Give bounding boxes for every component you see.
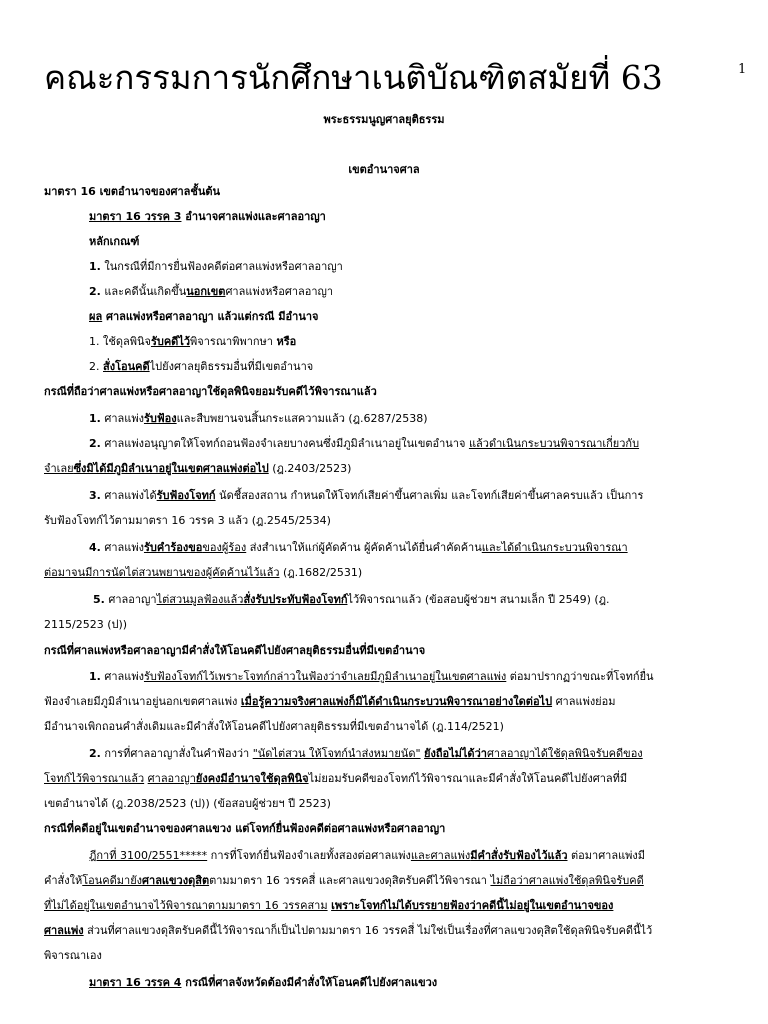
text-run: 2. — [89, 285, 101, 298]
text-run: ศาลแพ่ง — [100, 412, 144, 425]
section-heading: เขตอำนาจศาล — [348, 163, 420, 176]
body-line — [44, 462, 351, 476]
body-line — [44, 695, 616, 709]
body-line — [89, 747, 643, 761]
body-line — [89, 976, 437, 990]
text-run: 2. — [89, 747, 101, 760]
text-run: มีคำสั่งรับฟ้องไว้แล้ว — [470, 849, 568, 862]
text-run: ศาลแพ่งหรือศาลอาญา — [225, 285, 334, 298]
text-run: ศาลแพ่ง — [100, 541, 144, 554]
body-line — [44, 924, 652, 938]
text-run: โจทก์ไว้พิจารณาแล้ว — [44, 772, 145, 785]
body-line — [93, 593, 610, 607]
text-run: 1. — [89, 670, 101, 683]
body-line — [44, 797, 331, 811]
document-subtitle: พระธรรมนูญศาลยุติธรรม — [323, 113, 445, 126]
body-line — [44, 822, 445, 836]
text-run: พิจารณาเอง — [44, 949, 102, 962]
text-run: และสืบพยานจนสิ้นกระแสความแล้ว (ฎ.6287/2538) — [176, 412, 428, 425]
text-run: และศาลแพ่ง — [410, 849, 471, 862]
text-run: เมื่อรู้ความจริงศาลแพ่งก็มิได้ดำเนินกระบวนพิจารณาอย่างใดต่อไป — [240, 695, 553, 708]
text-run: มาตรา 16 เขตอำนาจของศาลชั้นต้น — [44, 185, 221, 198]
text-run: ศาลแพ่งได้ — [100, 489, 157, 502]
text-run: ต่อมาจนมีการนัดไต่สวนพยานของผู้คัดค้านไว้แล้ว — [44, 566, 280, 579]
text-run: ศาลแพ่งอนุญาตให้โจทก์ถอนฟ้องจำเลยบางคนซึ่งมีภูมิลำเนาอยู่ในเขตอำนาจ — [100, 437, 469, 450]
text-run: สั่งโอนคดี — [103, 360, 150, 373]
body-line — [44, 514, 331, 528]
text-run: 3. — [89, 489, 101, 502]
text-run: ของผู้ร้อง — [202, 541, 247, 554]
body-line — [44, 566, 362, 580]
body-line — [44, 772, 627, 786]
text-run: การที่ศาลอาญาสั่งในคำฟ้องว่า — [100, 747, 253, 760]
text-run: ส่วนที่ศาลแขวงดุสิตรับคดีนี้ไว้พิจารณาก็เป็นไปตามมาตรา 16 วรรคสี่ ไม่ใช่เป็นเรื่องที่ศาลแขวงดุสิตใช้ดุลพินิจรับคดีนี้ไว้ — [83, 924, 653, 937]
text-run: รับฟ้องโจทก์ไว้เพราะโจทก์กล่าวในฟ้องว่าจำเลยมีภูมิลำเนาอยู่ในเขตศาลแพ่ง — [143, 670, 507, 683]
text-run: ยังคงมีอำนาจใช้ดุลพินิจ — [195, 772, 309, 785]
text-run: ศาลแขวงดุสิต — [142, 874, 210, 887]
body-line — [89, 260, 343, 274]
text-run: ศาลแพ่ง — [44, 924, 84, 937]
text-run: 2. — [89, 360, 103, 373]
text-run: รับคำร้องขอ — [143, 541, 203, 554]
text-run: ศาลอาญาได้ใช้ดุลพินิจรับคดีของ — [486, 747, 643, 760]
text-run: ยังถือไม่ได้ว่า — [424, 747, 487, 760]
body-line — [89, 335, 296, 349]
text-run: กรณีที่คดีอยู่ในเขตอำนาจของศาลแขวง แต่โจทก์ยื่นฟ้องคดีต่อศาลแพ่งหรือศาลอาญา — [44, 822, 446, 835]
body-line — [44, 644, 425, 658]
body-line — [44, 618, 127, 632]
body-line — [44, 720, 504, 734]
text-run: กรณีที่ศาลจังหวัดต้องมีคำสั่งให้โอนคดีไปยังศาลแขวง — [181, 976, 438, 989]
text-run: ศาลแพ่ง — [100, 670, 144, 683]
text-run: (ฎ.2403/2523) — [268, 462, 352, 475]
text-run: โอนคดีมายัง — [82, 874, 143, 887]
text-run: เขตอำนาจได้ (ฎ.2038/2523 (ป)) (ข้อสอบผู้ช่วยฯ ปี 2523) — [44, 797, 331, 810]
text-run: และได้ดำเนินกระบวนพิจารณา — [481, 541, 628, 554]
text-run: ฟ้องจำเลยมีภูมิลำเนาอยู่นอกเขตศาลแพ่ง — [44, 695, 241, 708]
text-run: รับคดีไว้ — [150, 335, 191, 348]
body-line — [44, 874, 644, 888]
body-line — [89, 541, 628, 555]
body-line — [89, 210, 326, 224]
text-run: มีอำนาจเพิกถอนคำสั่งเดิมและมีคำสั่งให้โอนคดีไปยังศาลยุติธรรมที่มีเขตอำนาจได้ (ฎ.114/2521) — [44, 720, 504, 733]
body-line — [44, 385, 377, 399]
text-run: 1. — [89, 260, 101, 273]
text-run: อำนาจศาลแพ่งและศาลอาญา — [181, 210, 326, 223]
text-run: 5. — [93, 593, 105, 606]
text-run: 4. — [89, 541, 101, 554]
document-title: คณะกรรมการนักศึกษาเนติบัณฑิตสมัยที่ 63 — [44, 58, 663, 97]
text-run: ต่อมาปรากฏว่าขณะที่โจทก์ยื่น — [506, 670, 654, 683]
text-run: 2115/2523 (ป)) — [44, 618, 128, 631]
text-run: กรณีที่ถือว่าศาลแพ่งหรือศาลอาญาใช้ดุลพินิจยอมรับคดีไว้พิจารณาแล้ว — [44, 385, 377, 398]
text-run: ตามมาตรา 16 วรรคสี่ และศาลแขวงดุสิตรับคดีไว้พิจารณา — [209, 874, 491, 887]
text-run: ศาลแพ่งหรือศาลอาญา แล้วแต่กรณี มีอำนาจ — [102, 310, 319, 323]
text-run: มาตรา 16 วรรค 3 — [89, 210, 182, 223]
page-number: 1 — [738, 62, 747, 77]
body-line — [44, 899, 613, 913]
text-run: ศาลอาญา — [104, 593, 157, 606]
body-line — [44, 185, 220, 199]
text-run: ในกรณีที่มีการยื่นฟ้องคดีต่อศาลแพ่งหรือศาลอาญา — [100, 260, 343, 273]
body-line — [44, 949, 102, 963]
text-run: กรณีที่ศาลแพ่งหรือศาลอาญามีคำสั่งให้โอนคดีไปยังศาลยุติธรรมอื่นที่มีเขตอำนาจ — [44, 644, 426, 657]
text-run: ผล — [89, 310, 103, 323]
text-run: รับฟ้องโจทก์ — [156, 489, 216, 502]
text-run: หลักเกณฑ์ — [89, 235, 140, 248]
text-run: สั่งรับประทับฟ้องโจทก์ — [243, 593, 348, 606]
text-run: ซึ่งมิได้มีภูมิลำเนาอยู่ในเขตศาลแพ่งต่อไป — [73, 462, 269, 475]
text-run: ส่งสำเนาให้แก่ผู้คัดค้าน ผู้คัดค้านได้ยื่นคำคัดค้าน — [246, 541, 482, 554]
text-run: รับฟ้องโจทก์ไว้ตามมาตรา 16 วรรค 3 แล้ว (ฎ.2545/2534) — [44, 514, 331, 527]
text-run: การที่โจทก์ยื่นฟ้องจำเลยทั้งสองต่อศาลแพ่ง — [207, 849, 411, 862]
text-run: ไม่ยอมรับคดีของโจทก์ไว้พิจารณาและมีคำสั่งให้โอนคดีไปยังศาลที่มี — [308, 772, 628, 785]
text-run: จำเลย — [44, 462, 74, 475]
body-line — [89, 360, 313, 374]
text-run: 1. — [89, 412, 101, 425]
body-line — [89, 310, 318, 324]
text-run: ศาลอาญา — [147, 772, 196, 785]
text-run: และคดีนั้นเกิดขึ้น — [100, 285, 187, 298]
text-run: ที่ไม่ได้อยู่ในเขตอำนาจไว้พิจารณาตามมาตรา 16 วรรคสาม — [44, 899, 328, 912]
body-line — [89, 849, 645, 863]
text-run: ศาลแพ่งย่อม — [552, 695, 616, 708]
text-run: 2. — [89, 437, 101, 450]
text-run: "นัดไต่สวน ให้โจทก์นำส่งหมายนัด" — [252, 747, 421, 760]
text-run: คำสั่งให้ — [44, 874, 83, 887]
text-run: นัดชี้สองสถาน กำหนดให้โจทก์เสียค่าขึ้นศาลเพิ่ม และโจทก์เสียค่าขึ้นศาลครบแล้ว เป็นการ — [215, 489, 644, 502]
text-run: ไว้พิจารณาแล้ว (ข้อสอบผู้ช่วยฯ สนามเล็ก ปี 2549) (ฎ. — [347, 593, 610, 606]
text-run: ต่อมาศาลแพ่งมี — [567, 849, 646, 862]
text-run: ไต่สวนมูลฟ้องแล้ว — [156, 593, 244, 606]
text-run: นอกเขต — [186, 285, 226, 298]
text-run: เพราะโจทก์ไม่ได้บรรยายฟ้องว่าคดีนี้ไม่อยู่ในเขตอำนาจของ — [331, 899, 614, 912]
text-run: ไม่ถือว่าศาลแพ่งใช้ดุลพินิจรับคดี — [490, 874, 644, 887]
text-run: รับฟ้อง — [143, 412, 177, 425]
text-run: (ฎ.1682/2531) — [279, 566, 363, 579]
text-run: ไปยังศาลยุติธรรมอื่นที่มีเขตอำนาจ — [149, 360, 314, 373]
text-run: 1. ใช้ดุลพินิจ — [89, 335, 151, 348]
body-line — [89, 412, 428, 426]
body-line — [89, 285, 333, 299]
body-line — [89, 489, 643, 503]
text-run: แล้วดำเนินกระบวนพิจารณาเกี่ยวกับ — [468, 437, 640, 450]
body-line — [89, 670, 654, 684]
body-line — [89, 437, 639, 451]
text-run: มาตรา 16 วรรค 4 — [89, 976, 182, 989]
text-run: ฎีกาที่ 3100/2551***** — [89, 849, 208, 862]
text-run: พิจารณาพิพากษา — [190, 335, 277, 348]
text-run: หรือ — [276, 335, 297, 348]
body-line — [89, 235, 139, 249]
